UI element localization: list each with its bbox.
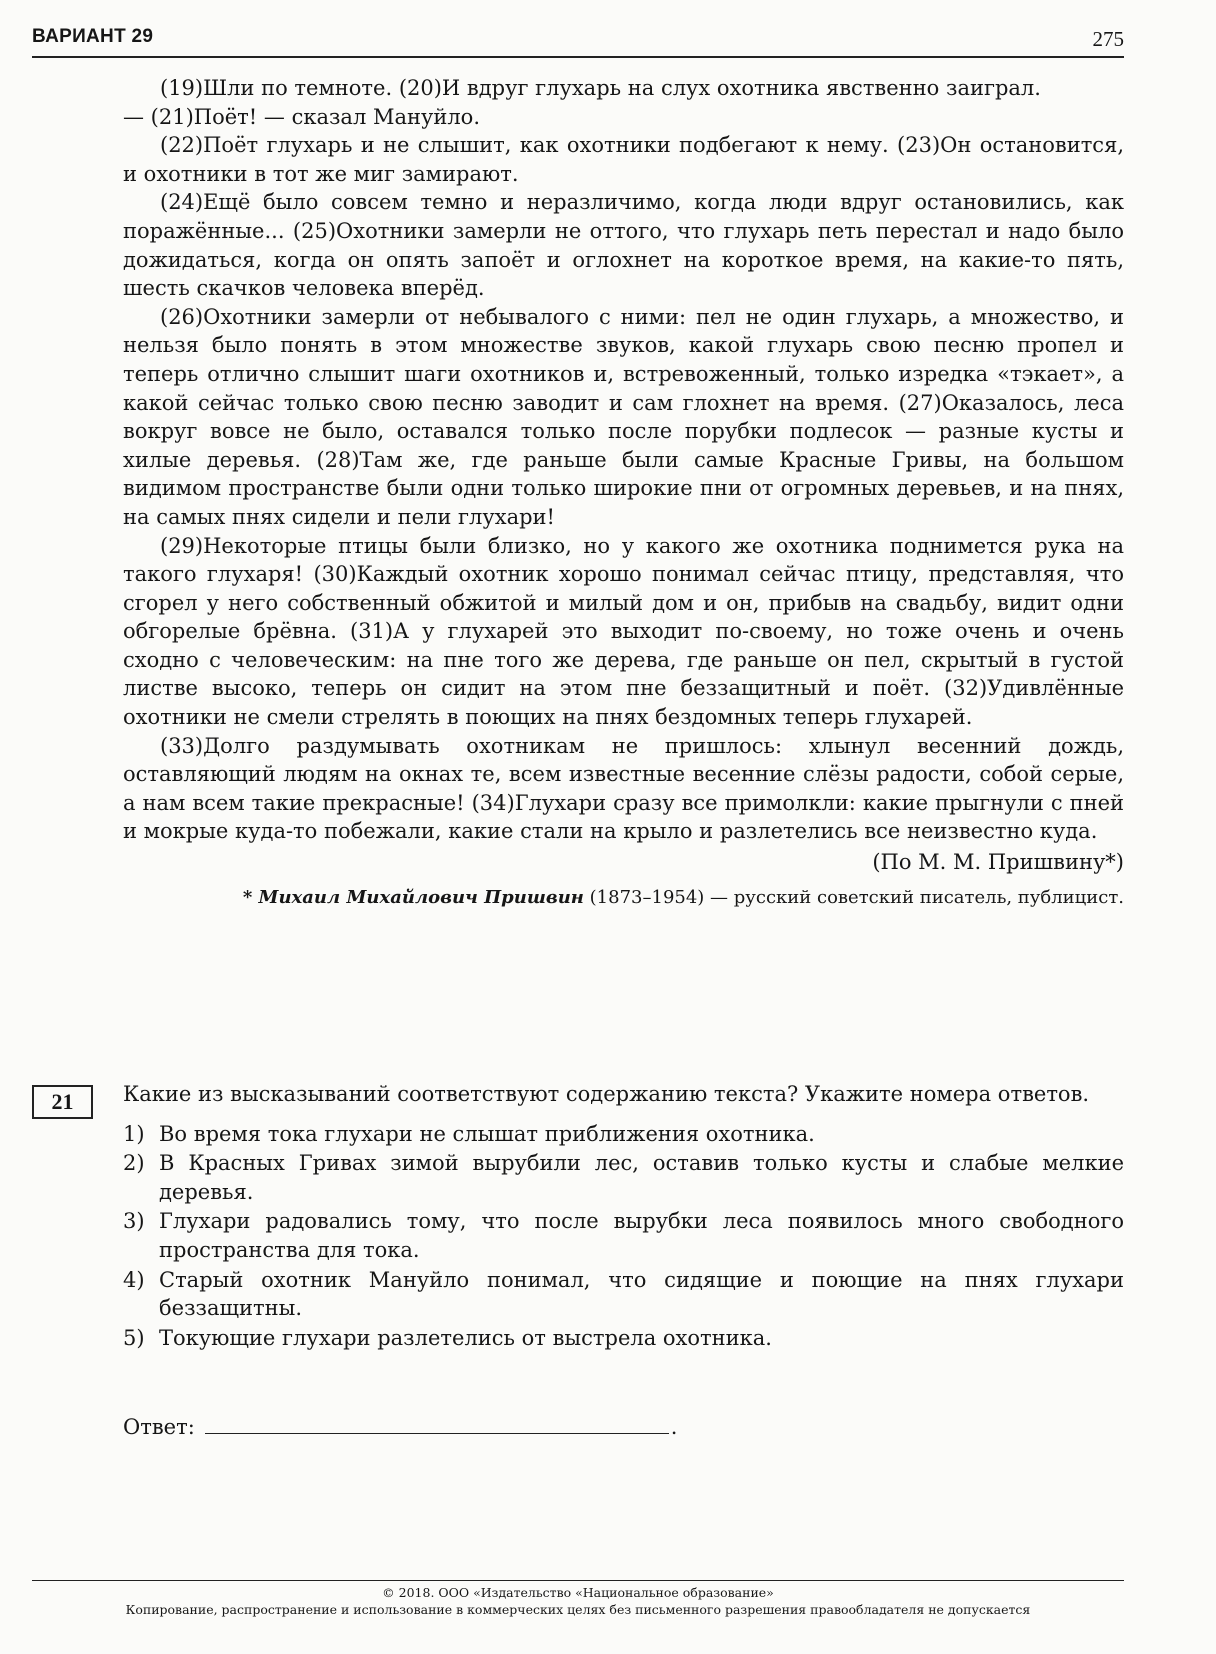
- text-paragraph: — (21)Поёт! — сказал Мануйло.: [123, 104, 480, 129]
- answer-option: [123, 1324, 1124, 1353]
- option-text: Глухари радовались тому, что после вырубки леса появилось много свободного пространства для тока.: [159, 1209, 1124, 1262]
- question-prompt: Какие из высказываний соответствуют содержанию текста? Укажите номера ответов.: [123, 1082, 1090, 1106]
- footer-divider: [32, 1580, 1124, 1581]
- option-number: 4): [123, 1267, 145, 1292]
- text-paragraph: (22)Поёт глухарь и не слышит, как охотники подбегают к нему. (23)Он остановится, и охотники в тот же миг замирают.: [123, 133, 1124, 186]
- text-paragraph: (26)Охотники замерли от небывалого с ними: пел не один глухарь, а множество, и нельзя было понять в этом множестве звуков, какой глухарь свою песню пропел и теперь отлично слышит шаги охотников и, встревоженный, только изредка «тэкает», а какой сейчас только свою песню заводит и сам глохнет на время. (27)Оказалось, леса вокруг вовсе не было, оставался только после порубки подлесок — разные кусты и хилые деревья. (28)Там же, где раньше были самые Красные Гривы, на большом видимом пространстве были одни только широкие пни от огромных деревьев, и на пнях, на самых пнях сидели и пели глухари!: [123, 304, 1124, 529]
- option-text: В Красных Гривах зимой вырубили лес, оставив только кусты и слабые мелкие деревья.: [159, 1151, 1124, 1204]
- question-number-box: 21: [32, 1085, 93, 1119]
- question-block: [123, 1080, 1124, 1353]
- answer-options: [123, 1120, 1124, 1353]
- answer-option: [123, 1207, 1124, 1264]
- answer-option: [123, 1266, 1124, 1323]
- option-number: 1): [123, 1121, 145, 1146]
- text-paragraph: (19)Шли по темноте. (20)И вдруг глухарь на слух охотника явственно заиграл.: [160, 76, 1041, 100]
- page-number: 275: [1092, 27, 1124, 51]
- footnote-author: * Михаил Михайлович Пришвин: [242, 886, 584, 908]
- text-paragraph: (24)Ещё было совсем темно и неразличимо, когда люди вдруг остановились, как поражённые... (25)Охотники замерли не оттого, что глухарь петь перестал и надо было дожидаться, когда он опять запоёт и оглохнет на короткое время, на какие-то пять, шесть скачков человека вперёд.: [123, 190, 1124, 301]
- option-text: Токующие глухари разлетелись от выстрела охотника.: [159, 1325, 772, 1350]
- answer-option: [123, 1120, 1124, 1149]
- footnote-details: (1873–1954) — русский советский писатель, публицист.: [583, 886, 1124, 908]
- text-paragraph: (29)Некоторые птицы были близко, но у какого же охотника поднимется рука на такого глухаря! (30)Каждый охотник хорошо понимал сейчас птицу, представляя, что сгорел у него собственный обжитой и милый дом и он, прибыв на свадьбу, видит одни обгорелые брёвна. (31)А у глухарей это выходит по-своему, но тоже очень и очень сходно с человеческим: на пне того же дерева, где раньше он пел, скрытый в густой листве высоко, теперь он сидит на этом пне беззащитный и поёт. (32)Удивлённые охотники не смели стрелять в поющих на пнях бездомных теперь глухарей.: [123, 533, 1124, 730]
- answer-label: Ответ:: [123, 1415, 195, 1439]
- option-number: 3): [123, 1209, 145, 1234]
- page-header: [32, 26, 1124, 58]
- option-number: 2): [123, 1151, 145, 1176]
- option-text: Во время тока глухари не слышат приближения охотника.: [159, 1121, 815, 1146]
- answer-field: [123, 1413, 677, 1441]
- text-paragraph: (33)Долго раздумывать охотникам не пришлось: хлынул весенний дождь, оставляющий людям на окнах те, всем известные весенние слёзы радости, собой серые, а нам всем такие прекрасные! (34)Глухари сразу все примолкли: какие прыгнули с пней и мокрые куда-то побежали, какие стали на крыло и разлетелись все неизвестно куда.: [123, 733, 1124, 844]
- answer-period: .: [670, 1415, 678, 1439]
- copyright-notice: Копирование, распространение и использование в коммерческих целях без письменного разрешения правообладателя не допускается: [125, 1602, 1031, 1617]
- author-footnote: [123, 885, 1124, 911]
- text-attribution: (По М. М. Пришвину*): [872, 850, 1124, 875]
- page-footer: [32, 1584, 1124, 1618]
- option-text: Старый охотник Мануйло понимал, что сидящие и поющие на пнях глухари беззащитны.: [159, 1267, 1124, 1321]
- variant-label: ВАРИАНТ 29: [32, 26, 154, 47]
- copyright-line: © 2018. ООО «Издательство «Национальное образование»: [382, 1585, 774, 1600]
- reading-text: [123, 74, 1124, 911]
- answer-blank-line[interactable]: [205, 1413, 669, 1434]
- answer-option: [123, 1149, 1124, 1206]
- option-number: 5): [123, 1325, 145, 1350]
